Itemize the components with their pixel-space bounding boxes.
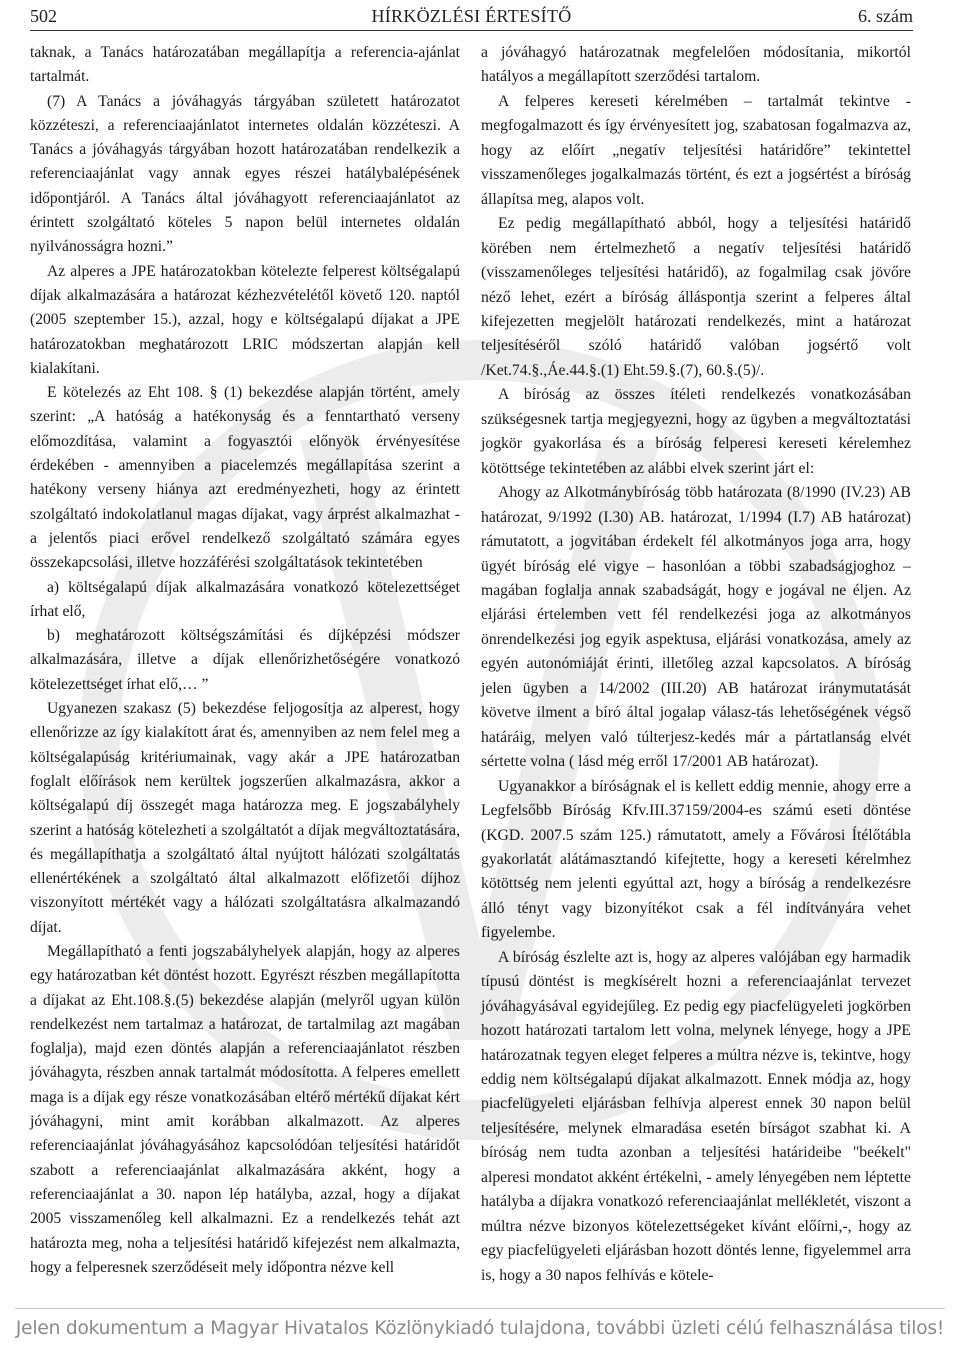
journal-title: HÍRKÖZLÉSI ÉRTESÍTŐ bbox=[371, 6, 572, 26]
issue-number: 6. szám bbox=[858, 6, 913, 26]
ownership-notice: Jelen dokumentum a Magyar Hivatalos Közlönykiadó tulajdona, további üzleti célú felhasználása tilos! bbox=[15, 1318, 945, 1339]
paragraph: A felperes kereseti kérelmében – tartalmát tekintve - megfogalmazott és így érvényesített jog, szabatosan fogalmazva az, hogy az előírt „negatív teljesítési határidőre” tekintettel visszamenőleges jogalkalmazás történt, és ezt a jogsértést a bíróság állapítsa meg, alapos volt. bbox=[481, 92, 911, 208]
paragraph: a jóváhagyó határozatnak megfelelően módosítania, mikortól hatályos a megállapított szerződési tartalom. bbox=[481, 44, 911, 86]
footer-rule bbox=[15, 1308, 945, 1309]
paragraph: taknak, a Tanács határozatában megállapítja a referencia-ajánlat tartalmát. bbox=[30, 44, 460, 86]
page-number: 502 bbox=[30, 6, 57, 26]
paragraph: a) költségalapú díjak alkalmazására vonatkozó kötelezettséget írhat elő, bbox=[30, 578, 460, 620]
paragraph: E kötelezés az Eht 108. § (1) bekezdése alapján történt, amely szerint: „A hatóság a hatékonyság és a fenntartható verseny előmozdítása, valamint a fogyasztói előnyök érvényesítése érdekében - amennyiben a piacelemzés megállapítása szerint a hatékony verseny hiánya azt eredményezheti, hogy az érintett szolgáltató indokolatlanul magas díjakat, vagy árprést alkalmazhat - a jelentős piaci erővel rendelkező szolgáltató számára egyes összekapcsolási, illetve hozzáférési szolgáltatások tekintetében bbox=[30, 384, 460, 572]
header-rule bbox=[30, 30, 913, 31]
paragraph: Ahogy az Alkotmánybíróság több határozata (8/1990 (IV.23) AB határozat, 9/1992 (I.30) AB. határozat, 1/1994 (I.7) AB határozat) rámutatott, a jogvitában érdekelt fél alkotmányos joga arra, hogy ügyét bíróság elé vigye – hasonlóan a többi szabadságjoghoz – magában foglalja annak szabadságát, hogy e jogával ne éljen. Az eljárási értelemben vett fél rendelkezési joga az alkotmányos önrendelkezési jog egyik aspektusa, eljárási vonatkozása, amely az egyén autonómiáját érinti, illetőleg azzal kapcsolatos. A bíróság jelen ügyben a 14/2002 (III.20) AB határozat iránymutatását követve ilment a bíró által jogalap válasz-tás lehetőségének végső határáig, melyen való túlterjesz-kedés már a pártatlanság elvét sértette volna ( lásd még erről 17/2001 AB határozat). bbox=[481, 484, 911, 771]
paragraph: b) meghatározott költségszámítási és díjképzési módszer alkalmazására, illetve a díjak ellenőrizhetőségére vonatkozó kötelezettséget írhat elő,… ” bbox=[30, 627, 460, 693]
paragraph: Ez pedig megállapítható abból, hogy a teljesítési határidő körében nem értelmezhető a negatív teljesítési határidő (visszamenőleges teljesítési határidő), az fogalmilag csak jövőre néző lehet, ezért a bíróság álláspontja szerint a felperes által kifejezetten megjelölt határozati rendelkezés, mint a határozat teljesítéséről szóló határidő valóban jogsértő volt /Ket.74.§.,Áe.44.§.(1) Eht.59.§.(7), 60.§.(5)/. bbox=[481, 215, 911, 379]
paragraph: Ugyanezen szakasz (5) bekezdése feljogosítja az alperest, hogy ellenőrizze az így kialakított árat és, amennyiben az nem felel meg a költségalapúság kritériumainak, vagy akár a JPE határozatban foglalt előírások nem kerültek jogszerűen alkalmazásra, akkor a költségalapú díj összegét maga határozza meg. E jogszabályhely szerint a hatóság kötelezheti a szolgáltatót a díjak megváltoztatására, és megállapíthatja a szolgáltató által nyújtott hálózati szolgáltatás ellenértékének a szolgáltató által alkalmazott előfizetői díjhoz viszonyított mértékét vagy a hálózati szolgáltatásra alkalmazandó díjat. bbox=[30, 700, 460, 936]
paragraph: Megállapítható a fenti jogszabályhelyek alapján, hogy az alperes egy határozatban két döntést hozott. Egyrészt részben megállapította a díjakat az Eht.108.§.(5) bekezdése alapján (melyről ugyan külön rendelkezést nem tartalmaz a határozat, de tartalmilag azt magában foglalja), majd ezen döntés alapján a referenciaajánlatot részben jóváhagyta, részben annak tartalmát módosította. A felperes emellett maga is a díjak egy része vonatkozásában eltérő mértékű díjakat kért jóváhagyni, mint amit korábban alkalmazott. Az alperes referenciaajánlat jóváhagyásához kapcsolódóan teljesítési határidőt szabott a referenciaajánlat alkalmazására akként, hogy a referenciaajánlat a 30. napon lép hatályba, azzal, hogy a díjakat 2005 visszamenőleg kell alkalmazni. Ez a rendelkezés tehát azt határozta meg, noha a teljesítési határidő kifejezést nem alkalmazta, hogy a felperesnek szerződéseit mely időpontra nézve kell bbox=[30, 942, 460, 1276]
right-column bbox=[481, 41, 911, 1288]
paragraph: A bíróság az összes ítéleti rendelkezés vonatkozásában szükségesnek tartja megjegyezni, hogy az ügyben a megváltoztatási jogkör gyakorlása és a bíróság felperesi kereseti kérelemhez kötöttsége tekintetében az alábbi elvek szerint járt el: bbox=[481, 386, 911, 477]
paragraph: Ugyanakkor a bíróságnak el is kellett eddig mennie, ahogy erre a Legfelsőbb Bíróság Kfv.III.37159/2004-es számú eseti döntése (KGD. 2007.5 szám 125.) rámutatott, amely a Fővárosi Ítélőtábla gyakorlatát alátámasztandó kifejtette, hogy a kereseti kérelmhez kötöttség nem jelenti egyúttal azt, hogy a bíróság a rendelkezésre álló tényt vagy bizonyítékot csak a fél indítványára vehet figyelembe. bbox=[481, 777, 911, 942]
paragraph: Az alperes a JPE határozatokban kötelezte felperest költségalapú díjak alkalmazására a határozat kézhezvételétől követő 120. naptól (2005 szeptember 15.), azzal, hogy e költségalapú díjakat a JPE határozatokban meghatározott LRIC módszertan alapján kell kialakítani. bbox=[30, 262, 460, 377]
paragraph: (7) A Tanács a jóváhagyás tárgyában született határozatot közzéteszi, a referenciaajánlatot internetes oldalán közzéteszi. A Tanács a jóváhagyás tárgyában hozott határozatában rendelkezik a referenciaajánlat vagy annak egyes részei hatálybalépésének időpontjáról. A Tanács által jóváhagyott referenciaajánlatot az érintett szolgáltató köteles 5 napon belül internetes oldalán nyilvánosságra hozni.” bbox=[30, 92, 460, 256]
left-column bbox=[30, 41, 460, 1280]
paragraph: A bíróság észlelte azt is, hogy az alperes valójában egy harmadik típusú döntést is megkísérelt hozni a referenciaajánlat tervezet jóváhagyásával egyidejűleg. Ez pedig egy piacfelügyeleti jogkörben hozott határozati tartalom lett volna, melynek lényege, hogy a JPE határozatnak tegyen eleget felperes a múltra nézve is, tekintve, hogy eddig nem költségalapú díjakat alkalmazott. Ennek módja az, hogy piacfelügyeleti eljárásban felhívja alperest ennek 30 napon belül teljesítésére, melynek elmaradása esetén bírságot szabhat ki. A bíróság nem tudta azonban a teljesítési határideibe "beékelt" alperesi mondatot akként értékelni, - amely lényegében nem léptette hatályba a díjakra vonatkozó referenciaajánlat mellékletét, viszont a múltra nézve bizonyos kötelezettségeket kívánt előírni,-, hogy az egy piacfelügyeleti eljárásban hozott döntés lenne, figyelemmel arra is, hogy a 30 napos felhívás e kötele- bbox=[481, 948, 911, 1284]
page-header bbox=[30, 4, 913, 30]
